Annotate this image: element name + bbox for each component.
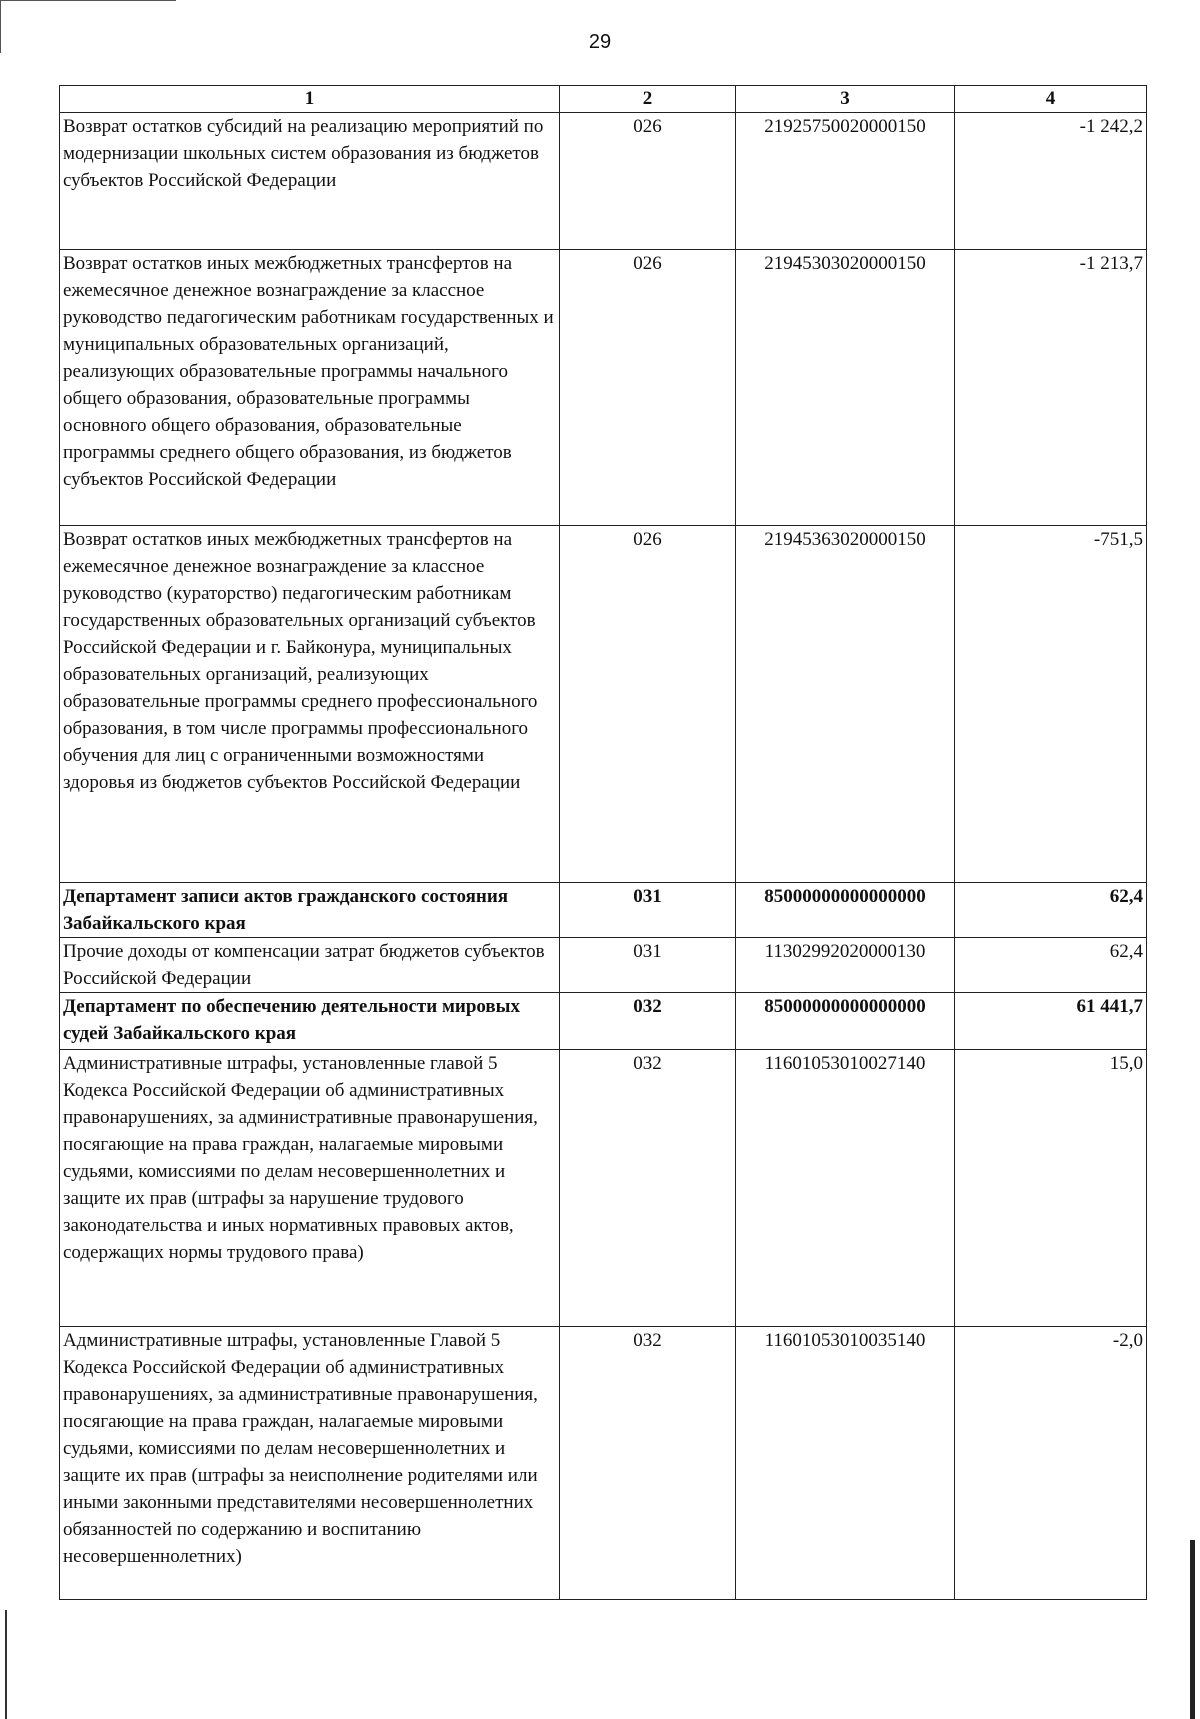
row-name: Возврат остатков иных межбюджетных трансфертов на ежемесячное денежное вознаграждение за классное руководство (кураторство) педагогическим работникам государственных образовательных организаций субъектов Российской Федерации и г. Байконура, муниципальных образовательных организаций, реализующих образовательные программы среднего профессионального образования, в том числе программы профессионального обучения для лиц с ограниченными возможностями здоровья из бюджетов субъектов Российской Федерации [60,526,560,883]
row-budget-code: 85000000000000000 [736,993,955,1050]
scan-edge-mark [5,1610,7,1719]
revenue-table [59,85,1147,1600]
page-number: 29 [588,31,612,53]
scan-edge-mark [0,0,176,53]
table-row [60,526,1147,883]
row-amount: -1 213,7 [955,250,1147,526]
row-amount: -2,0 [955,1327,1147,1600]
column-header: 3 [736,86,955,113]
row-budget-code: 11601053010027140 [736,1050,955,1327]
row-admin-code: 026 [560,113,736,250]
table-row [60,250,1147,526]
row-admin-code: 026 [560,250,736,526]
department-name: Департамент по обеспечению деятельности мировых судей Забайкальского края [60,993,560,1050]
column-header: 2 [560,86,736,113]
department-name: Департамент записи актов гражданского состояния Забайкальского края [60,883,560,938]
row-budget-code: 21945363020000150 [736,526,955,883]
row-amount: 15,0 [955,1050,1147,1327]
row-amount: -751,5 [955,526,1147,883]
row-name: Возврат остатков субсидий на реализацию мероприятий по модернизации школьных систем образования из бюджетов субъектов Российской Федерации [60,113,560,250]
row-budget-code: 11302992020000130 [736,938,955,993]
column-header: 1 [60,86,560,113]
row-budget-code: 85000000000000000 [736,883,955,938]
row-amount: -1 242,2 [955,113,1147,250]
row-admin-code: 032 [560,1327,736,1600]
row-budget-code: 21925750020000150 [736,113,955,250]
table-row [60,1327,1147,1600]
row-admin-code: 031 [560,883,736,938]
table-row [60,938,1147,993]
table-row [60,113,1147,250]
row-amount: 61 441,7 [955,993,1147,1050]
row-name: Возврат остатков иных межбюджетных трансфертов на ежемесячное денежное вознаграждение за классное руководство педагогическим работникам государственных и муниципальных образовательных организаций, реализующих образовательные программы начального общего образования, образовательные программы основного общего образования, образовательные программы среднего общего образования, из бюджетов субъектов Российской Федерации [60,250,560,526]
row-name: Административные штрафы, установленные Главой 5 Кодекса Российской Федерации об административных правонарушениях, за административные правонарушения, посягающие на права граждан, налагаемые мировыми судьями, комиссиями по делам несовершеннолетних и защите их прав (штрафы за неисполнение родителями или иными законными представителями несовершеннолетних обязанностей по содержанию и воспитанию несовершеннолетних) [60,1327,560,1600]
row-amount: 62,4 [955,938,1147,993]
row-name: Административные штрафы, установленные главой 5 Кодекса Российской Федерации об административных правонарушениях, за административные правонарушения, посягающие на права граждан, налагаемые мировыми судьями, комиссиями по делам несовершеннолетних и защите их прав (штрафы за нарушение трудового законодательства и иных нормативных правовых актов, содержащих нормы трудового права) [60,1050,560,1327]
row-admin-code: 026 [560,526,736,883]
scan-edge-mark [1190,1540,1195,1719]
department-row [60,883,1147,938]
row-budget-code: 11601053010035140 [736,1327,955,1600]
table-header-row [60,86,1147,113]
row-amount: 62,4 [955,883,1147,938]
row-name: Прочие доходы от компенсации затрат бюджетов субъектов Российской Федерации [60,938,560,993]
row-admin-code: 032 [560,993,736,1050]
column-header: 4 [955,86,1147,113]
department-row [60,993,1147,1050]
row-admin-code: 031 [560,938,736,993]
row-budget-code: 21945303020000150 [736,250,955,526]
row-admin-code: 032 [560,1050,736,1327]
table-row [60,1050,1147,1327]
